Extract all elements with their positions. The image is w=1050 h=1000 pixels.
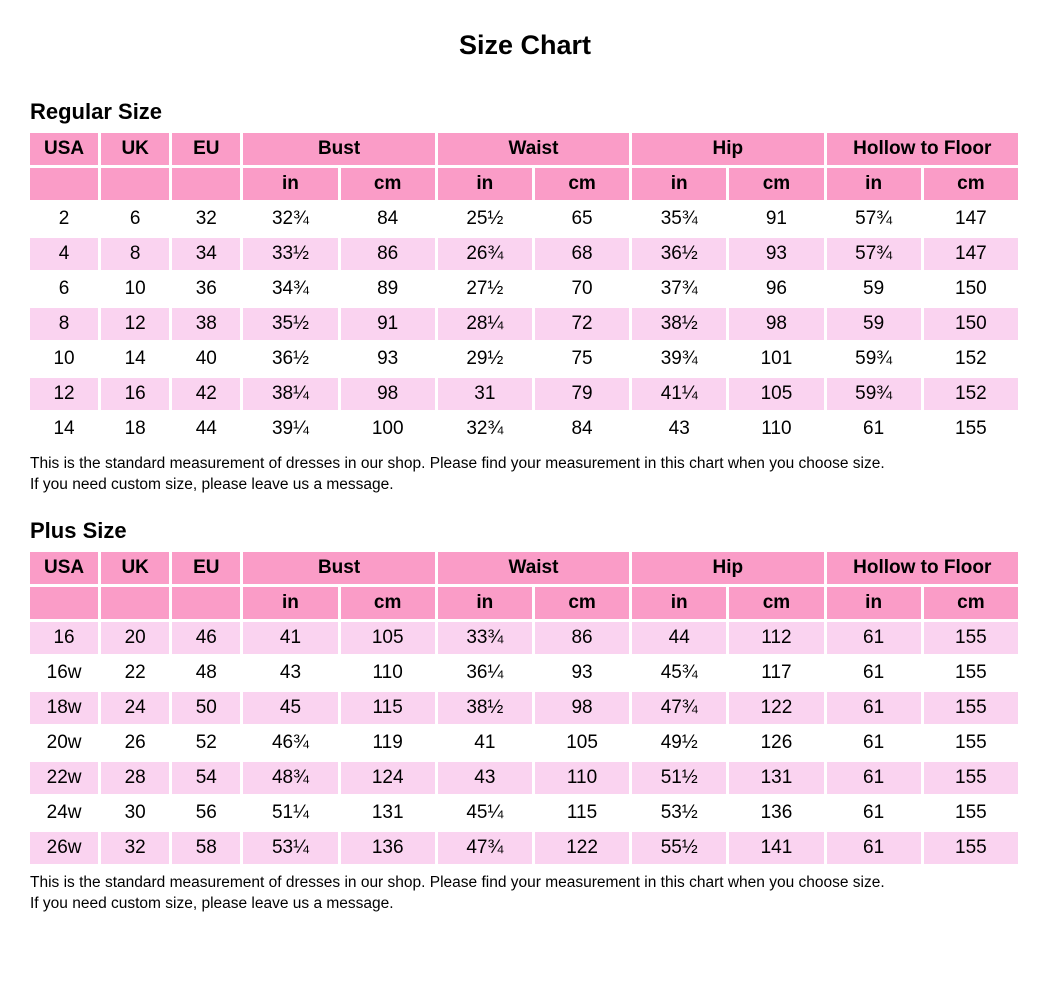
size-cell: 155 [924, 692, 1018, 724]
size-cell: 105 [535, 727, 629, 759]
unit-header: in [827, 168, 921, 200]
empty-header-cell [101, 587, 169, 619]
unit-header: cm [729, 168, 823, 200]
size-cell: 47¾ [438, 832, 532, 864]
size-cell: 131 [341, 797, 435, 829]
size-cell: 12 [30, 378, 98, 410]
size-row [30, 378, 1018, 410]
size-cell: 32 [172, 203, 240, 235]
size-cell: 41 [243, 622, 337, 654]
column-header: Hip [632, 552, 823, 584]
column-header: Hollow to Floor [827, 552, 1018, 584]
size-row [30, 832, 1018, 864]
note-line-2: If you need custom size, please leave us a message. [30, 895, 394, 913]
size-cell: 98 [729, 308, 823, 340]
size-cell: 93 [535, 657, 629, 689]
size-row [30, 343, 1018, 375]
size-cell: 37¾ [632, 273, 726, 305]
size-cell: 33¾ [438, 622, 532, 654]
size-cell: 25½ [438, 203, 532, 235]
size-cell: 16 [30, 622, 98, 654]
size-cell: 41¼ [632, 378, 726, 410]
size-cell: 18w [30, 692, 98, 724]
size-cell: 31 [438, 378, 532, 410]
page-title: Size Chart [458, 30, 592, 60]
column-header: Hip [632, 133, 823, 165]
size-row [30, 203, 1018, 235]
size-cell: 70 [535, 273, 629, 305]
header-group-row [30, 552, 1018, 584]
size-cell: 41 [438, 727, 532, 759]
size-cell: 27½ [438, 273, 532, 305]
plus-size-note [0, 872, 1050, 915]
size-cell: 59 [827, 273, 921, 305]
size-cell: 34 [172, 238, 240, 270]
size-cell: 51½ [632, 762, 726, 794]
size-cell: 84 [535, 413, 629, 445]
regular-size-table [27, 130, 1021, 448]
size-cell: 54 [172, 762, 240, 794]
size-cell: 36 [172, 273, 240, 305]
size-cell: 6 [101, 203, 169, 235]
size-cell: 150 [924, 308, 1018, 340]
column-header: Hollow to Floor [827, 133, 1018, 165]
size-cell: 39¾ [632, 343, 726, 375]
unit-header: in [243, 587, 337, 619]
column-header: Bust [243, 133, 434, 165]
size-cell: 44 [632, 622, 726, 654]
size-cell: 155 [924, 797, 1018, 829]
size-cell: 55½ [632, 832, 726, 864]
size-cell: 38½ [438, 692, 532, 724]
size-cell: 155 [924, 832, 1018, 864]
empty-header-cell [172, 168, 240, 200]
size-cell: 57¾ [827, 203, 921, 235]
size-row [30, 413, 1018, 445]
size-cell: 14 [101, 343, 169, 375]
size-cell: 110 [341, 657, 435, 689]
size-cell: 100 [341, 413, 435, 445]
size-cell: 61 [827, 727, 921, 759]
unit-header: in [438, 168, 532, 200]
size-cell: 58 [172, 832, 240, 864]
size-cell: 43 [438, 762, 532, 794]
size-cell: 131 [729, 762, 823, 794]
size-cell: 34¾ [243, 273, 337, 305]
column-header: UK [101, 133, 169, 165]
unit-header: cm [341, 168, 435, 200]
size-cell: 8 [30, 308, 98, 340]
size-cell: 45 [243, 692, 337, 724]
size-cell: 110 [729, 413, 823, 445]
size-row [30, 797, 1018, 829]
size-cell: 150 [924, 273, 1018, 305]
size-cell: 84 [341, 203, 435, 235]
size-cell: 26¾ [438, 238, 532, 270]
size-cell: 14 [30, 413, 98, 445]
size-cell: 38¼ [243, 378, 337, 410]
size-cell: 29½ [438, 343, 532, 375]
size-cell: 126 [729, 727, 823, 759]
size-cell: 20w [30, 727, 98, 759]
size-cell: 42 [172, 378, 240, 410]
size-cell: 61 [827, 762, 921, 794]
size-cell: 105 [729, 378, 823, 410]
size-cell: 61 [827, 413, 921, 445]
note-line-2: If you need custom size, please leave us a message. [30, 476, 394, 494]
size-cell: 45¾ [632, 657, 726, 689]
size-cell: 24w [30, 797, 98, 829]
size-cell: 96 [729, 273, 823, 305]
size-cell: 43 [632, 413, 726, 445]
unit-header: cm [924, 168, 1018, 200]
size-cell: 47¾ [632, 692, 726, 724]
size-cell: 91 [729, 203, 823, 235]
size-cell: 36½ [632, 238, 726, 270]
size-cell: 53¼ [243, 832, 337, 864]
note-line-1: This is the standard measurement of dresses in our shop. Please find your measurement in this chart when you choose size. [30, 873, 885, 891]
size-cell: 46¾ [243, 727, 337, 759]
size-cell: 119 [341, 727, 435, 759]
size-cell: 72 [535, 308, 629, 340]
size-cell: 10 [30, 343, 98, 375]
size-cell: 93 [729, 238, 823, 270]
column-header: USA [30, 133, 98, 165]
size-cell: 105 [341, 622, 435, 654]
unit-header-row [30, 168, 1018, 200]
size-cell: 152 [924, 343, 1018, 375]
unit-header: cm [341, 587, 435, 619]
column-header: USA [30, 552, 98, 584]
column-header: Waist [438, 552, 629, 584]
size-row [30, 657, 1018, 689]
size-cell: 61 [827, 692, 921, 724]
unit-header: cm [924, 587, 1018, 619]
size-cell: 18 [101, 413, 169, 445]
empty-header-cell [172, 587, 240, 619]
size-cell: 89 [341, 273, 435, 305]
size-cell: 30 [101, 797, 169, 829]
column-header: UK [101, 552, 169, 584]
size-cell: 86 [535, 622, 629, 654]
size-cell: 112 [729, 622, 823, 654]
size-cell: 101 [729, 343, 823, 375]
size-cell: 22 [101, 657, 169, 689]
size-cell: 57¾ [827, 238, 921, 270]
size-cell: 46 [172, 622, 240, 654]
size-cell: 48 [172, 657, 240, 689]
unit-header: in [243, 168, 337, 200]
size-cell: 16 [101, 378, 169, 410]
size-cell: 52 [172, 727, 240, 759]
size-cell: 35½ [243, 308, 337, 340]
size-cell: 122 [729, 692, 823, 724]
size-cell: 28¼ [438, 308, 532, 340]
size-row [30, 308, 1018, 340]
size-cell: 33½ [243, 238, 337, 270]
unit-header: cm [535, 587, 629, 619]
size-cell: 40 [172, 343, 240, 375]
size-cell: 2 [30, 203, 98, 235]
size-cell: 152 [924, 378, 1018, 410]
empty-header-cell [30, 587, 98, 619]
unit-header: cm [729, 587, 823, 619]
empty-header-cell [30, 168, 98, 200]
header-group-row [30, 133, 1018, 165]
unit-header: in [438, 587, 532, 619]
size-cell: 61 [827, 797, 921, 829]
column-header: Bust [243, 552, 434, 584]
size-cell: 26w [30, 832, 98, 864]
size-cell: 115 [341, 692, 435, 724]
size-cell: 28 [101, 762, 169, 794]
size-cell: 8 [101, 238, 169, 270]
size-cell: 44 [172, 413, 240, 445]
size-cell: 38 [172, 308, 240, 340]
size-cell: 32¾ [243, 203, 337, 235]
regular-size-heading: Regular Size [30, 99, 163, 124]
size-cell: 68 [535, 238, 629, 270]
size-cell: 115 [535, 797, 629, 829]
size-cell: 43 [243, 657, 337, 689]
column-header: EU [172, 552, 240, 584]
unit-header: in [632, 587, 726, 619]
size-row [30, 762, 1018, 794]
size-cell: 16w [30, 657, 98, 689]
size-cell: 61 [827, 622, 921, 654]
size-cell: 36½ [243, 343, 337, 375]
size-cell: 51¼ [243, 797, 337, 829]
size-cell: 61 [827, 657, 921, 689]
size-cell: 155 [924, 622, 1018, 654]
size-cell: 136 [729, 797, 823, 829]
size-cell: 155 [924, 657, 1018, 689]
size-cell: 49½ [632, 727, 726, 759]
size-cell: 6 [30, 273, 98, 305]
column-header: Waist [438, 133, 629, 165]
size-cell: 155 [924, 727, 1018, 759]
unit-header-row [30, 587, 1018, 619]
size-cell: 35¾ [632, 203, 726, 235]
size-cell: 39¼ [243, 413, 337, 445]
size-row [30, 238, 1018, 270]
size-cell: 50 [172, 692, 240, 724]
size-cell: 98 [535, 692, 629, 724]
size-cell: 56 [172, 797, 240, 829]
size-cell: 147 [924, 203, 1018, 235]
size-cell: 22w [30, 762, 98, 794]
size-cell: 59¾ [827, 343, 921, 375]
size-cell: 117 [729, 657, 823, 689]
unit-header: in [827, 587, 921, 619]
column-header: EU [172, 133, 240, 165]
size-cell: 86 [341, 238, 435, 270]
size-cell: 45¼ [438, 797, 532, 829]
size-cell: 12 [101, 308, 169, 340]
size-cell: 61 [827, 832, 921, 864]
note-line-1: This is the standard measurement of dresses in our shop. Please find your measurement in this chart when you choose size. [30, 455, 885, 472]
size-cell: 20 [101, 622, 169, 654]
size-cell: 53½ [632, 797, 726, 829]
size-cell: 38½ [632, 308, 726, 340]
size-cell: 136 [341, 832, 435, 864]
size-cell: 65 [535, 203, 629, 235]
size-cell: 59¾ [827, 378, 921, 410]
size-cell: 141 [729, 832, 823, 864]
size-cell: 155 [924, 762, 1018, 794]
size-cell: 124 [341, 762, 435, 794]
size-cell: 36¼ [438, 657, 532, 689]
size-cell: 110 [535, 762, 629, 794]
size-cell: 10 [101, 273, 169, 305]
size-row [30, 273, 1018, 305]
size-cell: 155 [924, 413, 1018, 445]
size-cell: 147 [924, 238, 1018, 270]
size-cell: 91 [341, 308, 435, 340]
size-cell: 122 [535, 832, 629, 864]
size-cell: 24 [101, 692, 169, 724]
size-cell: 93 [341, 343, 435, 375]
size-cell: 59 [827, 308, 921, 340]
size-cell: 32¾ [438, 413, 532, 445]
size-cell: 98 [341, 378, 435, 410]
size-cell: 79 [535, 378, 629, 410]
size-cell: 48¾ [243, 762, 337, 794]
unit-header: in [632, 168, 726, 200]
plus-size-heading: Plus Size [30, 517, 127, 543]
size-cell: 26 [101, 727, 169, 759]
plus-size-table [27, 549, 1021, 867]
size-row [30, 727, 1018, 759]
size-row [30, 622, 1018, 654]
size-row [30, 692, 1018, 724]
size-cell: 32 [101, 832, 169, 864]
size-cell: 4 [30, 238, 98, 270]
empty-header-cell [101, 168, 169, 200]
regular-size-note [0, 453, 1050, 496]
size-cell: 75 [535, 343, 629, 375]
unit-header: cm [535, 168, 629, 200]
